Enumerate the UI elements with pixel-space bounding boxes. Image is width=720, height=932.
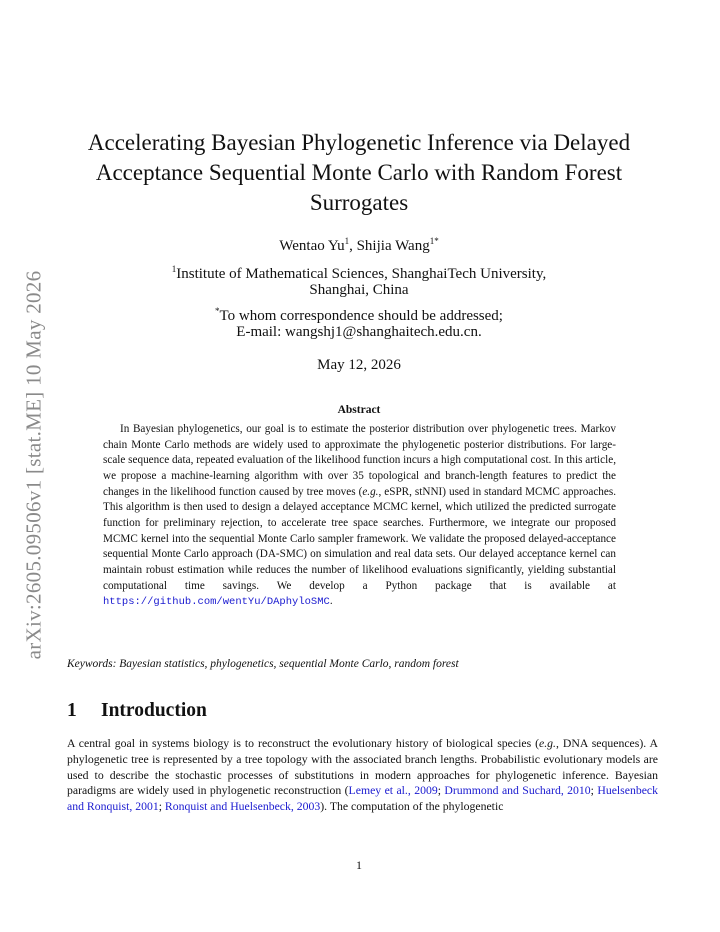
affiliation-marker: 1 bbox=[171, 264, 177, 274]
github-link[interactable]: https://github.com/wentYu/DAphyloSMC bbox=[103, 596, 330, 609]
contact-email: E-mail: wangshj1@shanghaitech.edu.cn. bbox=[236, 324, 482, 340]
affiliation-text: Institute of Mathematical Sciences, ShanghaiTech University, bbox=[176, 266, 547, 282]
section-title: Introduction bbox=[101, 700, 207, 721]
affiliation-marker: 1 bbox=[344, 236, 350, 246]
abstract-text: In Bayesian phylogenetics, our goal is to estimate the posterior distribution over phylogenetic trees. Markov chain Monte Carlo methods are widely used to approximate the phylogenetic posterior distributions. For large-scale sequence data, repeated evaluation of the likelihood function incurs a high computational cost. In this article, we propose a machine-learning algorithm with over 35 topological and branch-length features to predict the changes in the likelihood function caused by tree moves (e.g., eSPR, stNNI) used in standard MCMC approaches. This algorithm is then used to design a delayed acceptance MCMC kernel, which utilized the predicted surrogate function for preliminary rejection, to accelerate tree space searches. Furthermore, we integrate our proposed MCMC kernel into the sequential Monte Carlo sampler framework. We validate the proposed delayed-acceptance sequential Monte Carlo approach (DA-SMC) on simulation and real data sets. Our delayed acceptance kernel can maintain robust estimation while reduces the number of likelihood evaluations significantly, yielding substantial computational time savings. We develop a Python package that is available at https://github.com/wentYu/DAphyloSMC. bbox=[103, 423, 616, 609]
abstract-heading: Abstract bbox=[337, 404, 381, 416]
section-number: 1 bbox=[67, 700, 77, 721]
introduction-paragraph: A central goal in systems biology is to reconstruct the evolutionary history of biological species (e.g., DNA sequences). A phylogenetic tree is represented by a tree topology with the associated branch lengths. Probabilistic evolutionary models are used to describe the stochastic processes of substitutions in modern approaches for phylogenetic inference. Bayesian paradigms are widely used in phylogenetic reconstruction (Lemey et al., 2009; Drummond and Suchard, 2010; Huelsenbeck and Ronquist, 2001; Ronquist and Huelsenbeck, 2003). The computation of the phylogenetic bbox=[67, 737, 659, 814]
author-name: Shijia Wang bbox=[356, 238, 430, 254]
citation-link[interactable]: Ronquist and Huelsenbeck, 2003 bbox=[164, 800, 321, 814]
page-number: 1 bbox=[356, 858, 362, 872]
author-separator: , bbox=[349, 238, 357, 254]
arxiv-identifier-stamp: arXiv:2605.09506v1 [stat.ME] 10 May 2026 bbox=[21, 270, 46, 660]
paper-title: Accelerating Bayesian Phylogenetic Inference via Delayed Acceptance Sequential Monte Carlo with Random Forest Surrogates bbox=[87, 130, 631, 215]
citation-link[interactable]: Drummond and Suchard, 2010 bbox=[444, 784, 591, 798]
correspondence-text: To whom correspondence should be addressed; bbox=[219, 308, 503, 324]
author-name: Wentao Yu bbox=[279, 238, 345, 254]
paper-date: May 12, 2026 bbox=[317, 357, 401, 373]
citation-link[interactable]: Huelsenbeck and Ronquist, 2001 bbox=[67, 784, 659, 814]
author-list bbox=[60, 236, 658, 255]
affiliation-marker: 1* bbox=[429, 236, 439, 246]
correspondence-marker: * bbox=[215, 306, 220, 316]
affiliation-line: Shanghai, China bbox=[309, 282, 409, 298]
section-heading bbox=[67, 700, 657, 722]
citation-link[interactable]: Lemey et al., 2009 bbox=[348, 784, 438, 798]
keywords-line: Keywords: Bayesian statistics, phylogenetics, sequential Monte Carlo, random forest bbox=[67, 658, 459, 670]
